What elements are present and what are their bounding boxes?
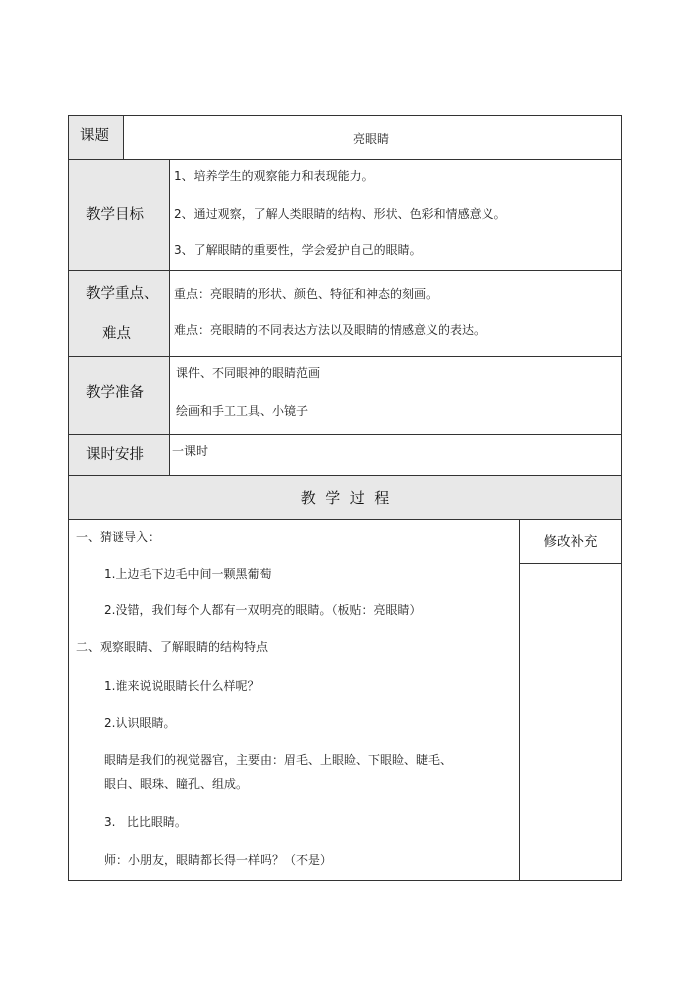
topic-label: 课题	[80, 128, 109, 144]
keypoints-label-line2: 难点	[102, 326, 131, 342]
process-line: 二、观察眼睛、了解眼睛的结构特点	[76, 640, 269, 654]
topic-value: 亮眼睛	[353, 132, 390, 146]
goals-label: 教学目标	[86, 207, 144, 223]
keypoints-label-line1: 教学重点、	[86, 286, 159, 302]
process-header: 教 学 过 程	[300, 489, 390, 507]
prep-item: 课件、不同眼神的眼睛范画	[176, 366, 321, 380]
process-line: 眼白、眼珠、瞳孔、组成。	[104, 777, 249, 791]
process-line: 2.认识眼睛。	[104, 716, 176, 730]
process-line: 3. 比比眼睛。	[104, 815, 187, 829]
process-line: 一、猜谜导入：	[76, 530, 161, 544]
hours-value: 一课时	[172, 444, 209, 458]
hours-value-cell	[169, 434, 622, 476]
goal-item: 2、通过观察，了解人类眼睛的结构、形状、色彩和情感意义。	[174, 207, 506, 221]
keypoint-item: 难点：亮眼睛的不同表达方法以及眼睛的情感意义的表达。	[174, 323, 487, 337]
keypoints-value-cell	[169, 270, 622, 357]
process-line: 1.上边毛下边毛中间一颗黑葡萄	[104, 567, 272, 581]
prep-label: 教学准备	[86, 385, 144, 401]
process-line: 师：小朋友，眼睛都长得一样吗？（不是）	[104, 853, 333, 867]
process-line: 2.没错，我们每个人都有一双明亮的眼睛。（板贴：亮眼睛）	[104, 603, 422, 617]
process-line: 眼睛是我们的视觉器官，主要由：眉毛、上眼睑、下眼睑、睫毛、	[104, 753, 453, 767]
supplement-header: 修改补充	[543, 534, 598, 550]
goal-item: 1、培养学生的观察能力和表现能力。	[174, 169, 374, 183]
keypoint-item: 重点：亮眼睛的形状、颜色、特征和神态的刻画。	[174, 287, 439, 301]
hours-label: 课时安排	[86, 447, 144, 463]
prep-item: 绘画和手工工具、小镜子	[176, 404, 309, 418]
goal-item: 3、了解眼睛的重要性，学会爱护自己的眼睛。	[174, 243, 422, 257]
process-line: 1.谁来说说眼睛长什么样呢？	[104, 679, 260, 693]
supplement-column	[519, 519, 622, 881]
